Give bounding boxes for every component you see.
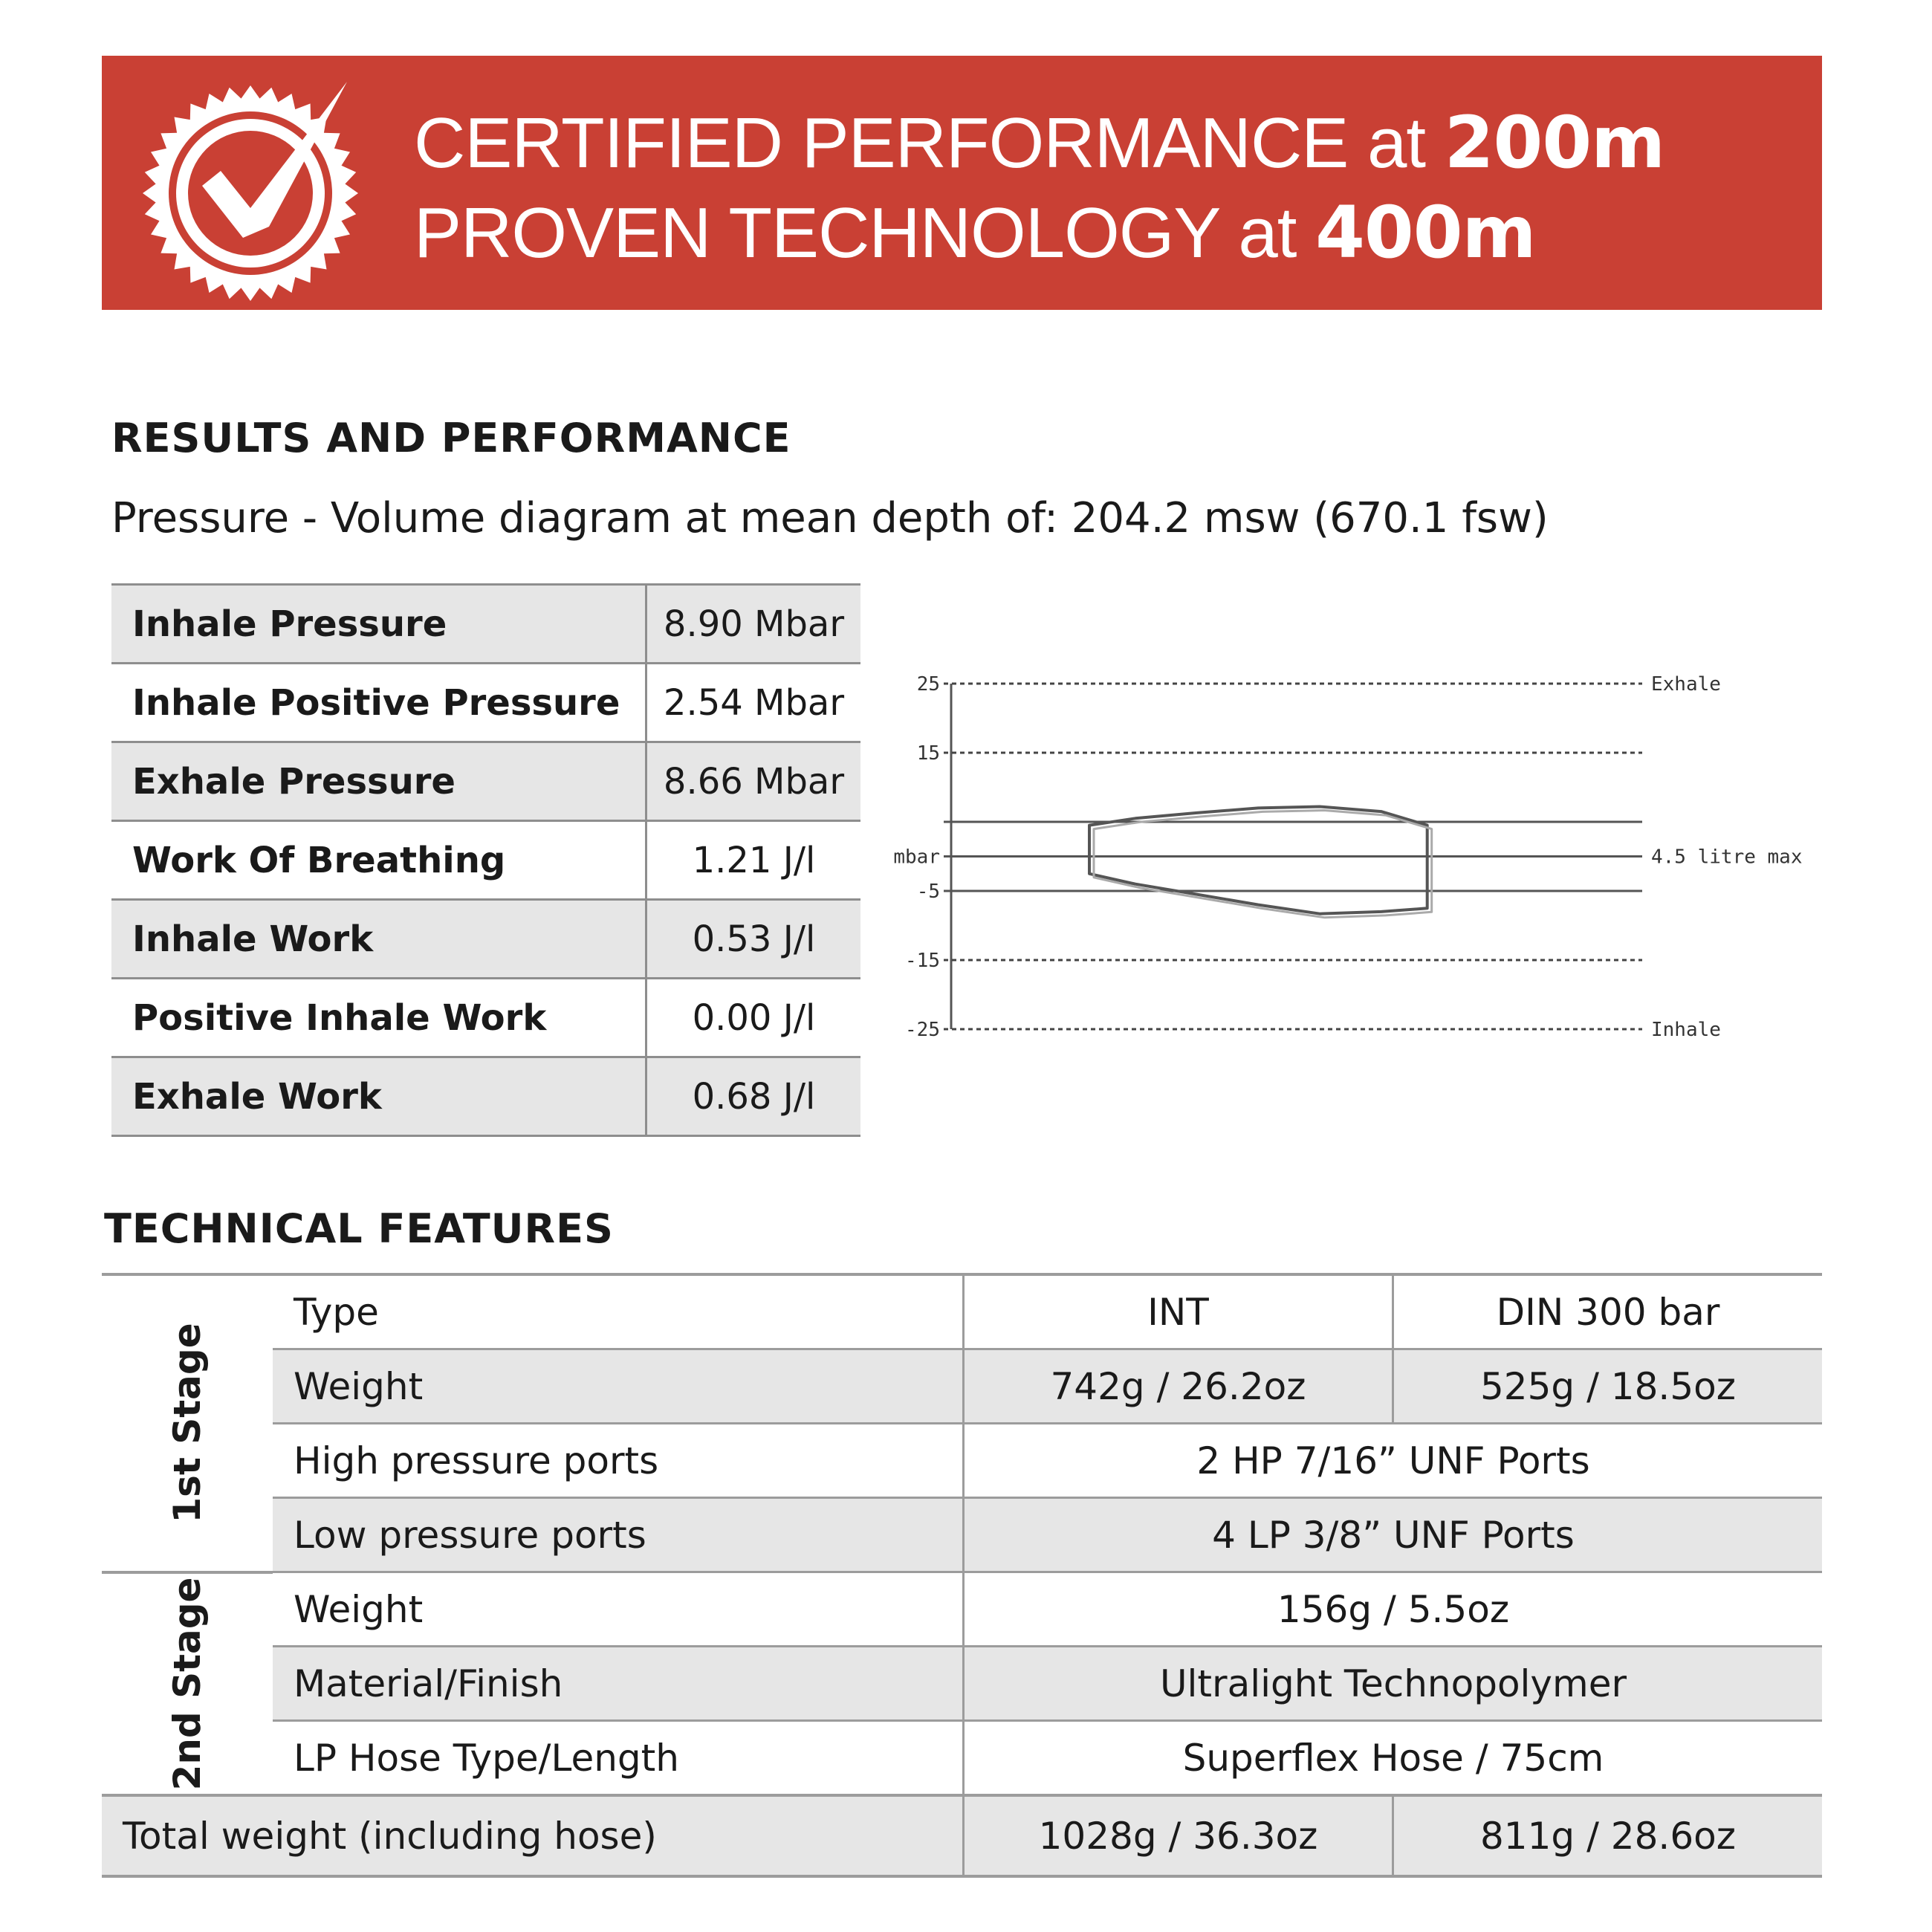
results-value: 0.53 J/l bbox=[646, 900, 861, 979]
results-label: Exhale Work bbox=[111, 1057, 646, 1136]
tech-value: 156g / 5.5oz bbox=[964, 1572, 1823, 1647]
results-label: Exhale Pressure bbox=[111, 742, 646, 821]
tech-label: Material/Finish bbox=[273, 1647, 964, 1721]
results-row bbox=[111, 900, 860, 979]
total-weight-din: 811g / 28.6oz bbox=[1393, 1795, 1823, 1876]
results-row bbox=[111, 742, 860, 821]
tech-label: LP Hose Type/Length bbox=[273, 1721, 964, 1796]
tech-row bbox=[102, 1424, 1822, 1498]
results-subtitle: Pressure - Volume diagram at mean depth of: 204.2 msw (670.1 fsw) bbox=[111, 494, 1549, 542]
results-value: 0.68 J/l bbox=[646, 1057, 861, 1136]
results-row bbox=[111, 821, 860, 900]
tech-row bbox=[102, 1647, 1822, 1721]
tech-row bbox=[102, 1572, 1822, 1647]
y-tick-label: -15 bbox=[905, 950, 940, 972]
tech-label: Weight bbox=[273, 1572, 964, 1647]
y-tick-label: -5 bbox=[916, 881, 940, 903]
total-weight-int: 1028g / 36.3oz bbox=[964, 1795, 1393, 1876]
right-reference-label: 4.5 litre max bbox=[1651, 846, 1803, 869]
pv-loop-line-secondary bbox=[1094, 811, 1432, 918]
y-tick-label: 15 bbox=[916, 742, 940, 765]
tech-label: Low pressure ports bbox=[273, 1498, 964, 1572]
stage2-label: 2nd Stage bbox=[166, 1577, 209, 1791]
y-axis-label: mbar bbox=[893, 846, 940, 869]
results-table bbox=[111, 583, 860, 1137]
tech-row bbox=[102, 1498, 1822, 1572]
tech-label: Type bbox=[273, 1274, 964, 1349]
results-row bbox=[111, 1057, 860, 1136]
pressure-volume-chart bbox=[881, 661, 1839, 1048]
results-value: 1.21 J/l bbox=[646, 821, 861, 900]
tech-row bbox=[102, 1721, 1822, 1796]
tech-row bbox=[102, 1349, 1822, 1424]
right-reference-label: Exhale bbox=[1651, 673, 1721, 696]
results-row bbox=[111, 585, 860, 664]
tech-row bbox=[102, 1274, 1822, 1349]
tech-value: INT bbox=[964, 1274, 1393, 1349]
results-label: Inhale Work bbox=[111, 900, 646, 979]
results-title: RESULTS AND PERFORMANCE bbox=[111, 415, 791, 461]
results-value: 8.66 Mbar bbox=[646, 742, 861, 821]
tech-value: 2 HP 7/16” UNF Ports bbox=[964, 1424, 1823, 1498]
y-tick-label: -25 bbox=[905, 1019, 940, 1041]
results-label: Work Of Breathing bbox=[111, 821, 646, 900]
stage2-cell bbox=[102, 1572, 273, 1796]
results-value: 8.90 Mbar bbox=[646, 585, 861, 664]
tech-value: DIN 300 bar bbox=[1393, 1274, 1823, 1349]
right-reference-label: Inhale bbox=[1651, 1019, 1721, 1041]
stage1-cell bbox=[102, 1274, 273, 1572]
certified-checkmark-seal-icon bbox=[139, 67, 384, 312]
tech-table bbox=[102, 1273, 1822, 1878]
results-label: Inhale Positive Pressure bbox=[111, 664, 646, 742]
results-row bbox=[111, 664, 860, 742]
tech-value: 4 LP 3/8” UNF Ports bbox=[964, 1498, 1823, 1572]
banner-line-certified: CERTIFIED PERFORMANCE at 200m bbox=[414, 101, 1665, 184]
tech-value: Superflex Hose / 75cm bbox=[964, 1721, 1823, 1796]
tech-title: TECHNICAL FEATURES bbox=[104, 1205, 614, 1252]
total-weight-label: Total weight (including hose) bbox=[102, 1795, 964, 1876]
tech-value: Ultralight Technopolymer bbox=[964, 1647, 1823, 1721]
results-value: 0.00 J/l bbox=[646, 979, 861, 1057]
banner-line-proven: PROVEN TECHNOLOGY at 400m bbox=[414, 191, 1536, 274]
tech-label: High pressure ports bbox=[273, 1424, 964, 1498]
tech-value: 525g / 18.5oz bbox=[1393, 1349, 1823, 1424]
stage1-label: 1st Stage bbox=[166, 1323, 209, 1523]
tech-value: 742g / 26.2oz bbox=[964, 1349, 1393, 1424]
tech-label: Weight bbox=[273, 1349, 964, 1424]
y-tick-label: 25 bbox=[916, 673, 940, 696]
results-value: 2.54 Mbar bbox=[646, 664, 861, 742]
certified-banner bbox=[102, 56, 1822, 310]
results-label: Inhale Pressure bbox=[111, 585, 646, 664]
results-label: Positive Inhale Work bbox=[111, 979, 646, 1057]
results-row bbox=[111, 979, 860, 1057]
total-weight-row bbox=[102, 1795, 1822, 1876]
